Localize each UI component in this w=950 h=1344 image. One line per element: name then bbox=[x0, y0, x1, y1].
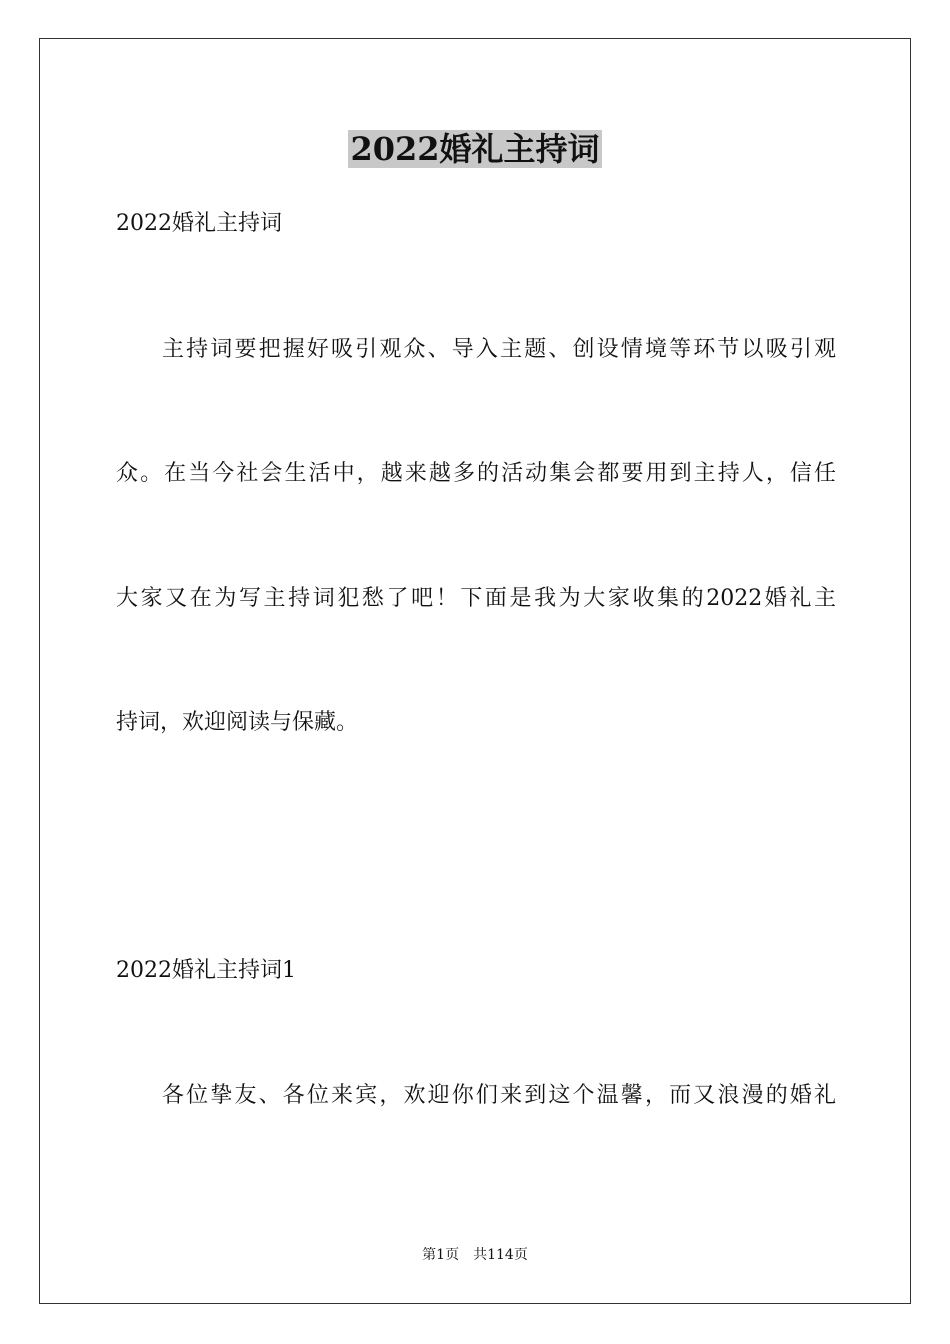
paragraph-line: 主持词要把握好吸引观众、导入主题、创设情境等环节以吸引观 bbox=[162, 337, 836, 362]
paragraph-line: 各位挚友、各位来宾，欢迎你们来到这个温馨，而又浪漫的婚礼 bbox=[162, 1083, 836, 1108]
page-footer bbox=[0, 1245, 950, 1265]
paragraph-line: 众。在当今社会生活中，越来越多的活动集会都要用到主持人，信任 bbox=[116, 461, 836, 486]
document-subtitle: 2022婚礼主持词 bbox=[116, 211, 282, 236]
paragraph-line: 大家又在为写主持词犯愁了吧！下面是我为大家收集的2022婚礼主 bbox=[116, 586, 836, 611]
document-title bbox=[0, 126, 950, 172]
paragraph-line: 持词，欢迎阅读与保藏。 bbox=[116, 710, 359, 735]
document-title-text: 2022婚礼主持词 bbox=[350, 130, 600, 168]
page-total: 共114页 bbox=[473, 1247, 528, 1263]
section-heading: 2022婚礼主持词1 bbox=[116, 958, 296, 983]
page-number: 第1页 bbox=[422, 1247, 460, 1263]
